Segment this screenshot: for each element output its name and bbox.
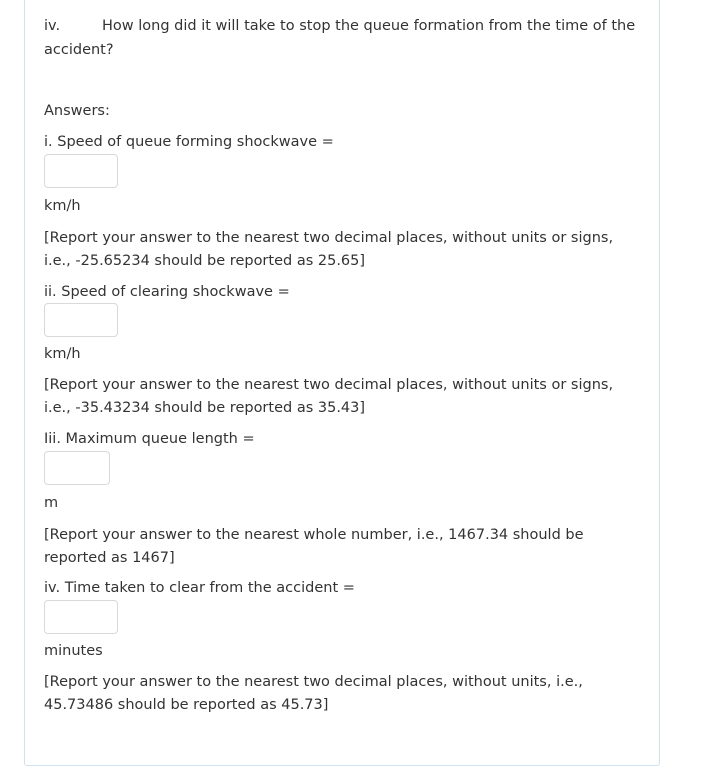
part-1-unit: km/h	[44, 198, 81, 214]
part-2-note: [Report your answer to the nearest two decimal places, without units or signs, i.e., -35.43234 should be reported as 35.43]	[44, 377, 614, 416]
answers-heading: Answers:	[44, 103, 110, 119]
part-2-answer-input[interactable]	[44, 303, 118, 337]
question-text-line1: How long did it will take to stop the queue formation from the time of the	[102, 18, 636, 34]
part-1-answer-input[interactable]	[44, 154, 118, 188]
part-4-label: iv. Time taken to clear from the accident =	[44, 580, 355, 596]
part-1-note: [Report your answer to the nearest two decimal places, without units or signs, i.e., -25.65234 should be reported as 25.65]	[44, 230, 614, 269]
part-3-answer-input[interactable]	[44, 451, 110, 485]
part-4-answer-input[interactable]	[44, 600, 118, 634]
part-4-unit: minutes	[44, 643, 103, 659]
question-text	[44, 15, 635, 37]
part-4-note: [Report your answer to the nearest two decimal places, without units, i.e., 45.73486 should be reported as 45.73]	[44, 674, 583, 713]
part-3-unit: m	[44, 495, 59, 511]
question-text-line2: accident?	[44, 42, 114, 58]
part-1-label: i. Speed of queue forming shockwave =	[44, 134, 334, 150]
part-2-unit: km/h	[44, 346, 81, 362]
part-3-note: [Report your answer to the nearest whole number, i.e., 1467.34 should be reported as 1467]	[44, 527, 584, 566]
question-number: iv.	[44, 18, 61, 34]
part-3-label: Iii. Maximum queue length =	[44, 431, 255, 447]
part-2-label: ii. Speed of clearing shockwave =	[44, 284, 290, 300]
